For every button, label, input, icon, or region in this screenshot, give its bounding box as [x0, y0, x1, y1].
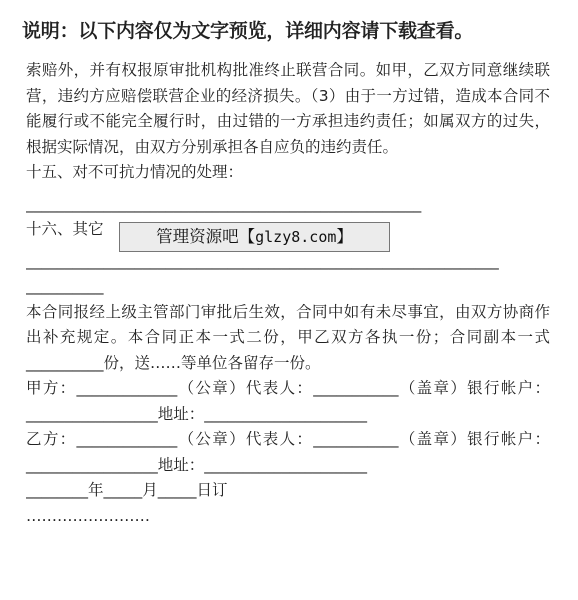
paragraph-contract-effect: 本合同报经上级主管部门审批后生效，合同中如有未尽事宜，由双方协商作出补充规定。本合同正本一式二份，甲乙双方各执一份；合同副本一式__________份，送……等单位各留存一份。	[26, 302, 550, 372]
clause-16-title: 十六、其它	[26, 220, 104, 238]
clause-16-blank-line: _____________________________________________________________	[26, 251, 499, 270]
clause-16-blank-line-continued: __________	[26, 277, 104, 295]
signing-date-line: ________年_____月_____日订	[26, 481, 228, 499]
paragraph-breach-liability: 索赔外，并有权报原审批机构批准终止联营合同。如甲，乙双方同意继续联营，违约方应赔偿联营企业的经济损失。（3）由于一方过错，造成本合同不能履行或不能完全履行时，由过错的一方承担违约责任；如属双方的过失，根据实际情况，由双方分别承担各自应负的违约责任。	[26, 61, 550, 156]
contract-text	[26, 58, 550, 529]
clause-15-title: 十五、对不可抗力情况的处理：	[26, 163, 244, 181]
watermark-site: glzy8.com	[255, 228, 337, 246]
party-b-signature-block: 乙方：_____________（公章）代表人：___________（盖章）银行帐户：_________________地址：_____________________	[26, 430, 550, 474]
ellipsis-line: ……………………	[26, 506, 150, 525]
watermark-prefix: 管理资源吧【	[156, 227, 256, 246]
party-a-signature-block: 甲方：_____________（公章）代表人：___________（盖章）银行帐户：_________________地址：_____________________	[26, 379, 550, 423]
clause-15-blank-line: ___________________________________________________	[26, 194, 422, 213]
preview-notice: 说明：以下内容仅为文字预览，详细内容请下载查看。	[22, 20, 474, 42]
site-watermark-banner	[119, 222, 390, 252]
watermark-suffix: 】	[336, 227, 353, 246]
